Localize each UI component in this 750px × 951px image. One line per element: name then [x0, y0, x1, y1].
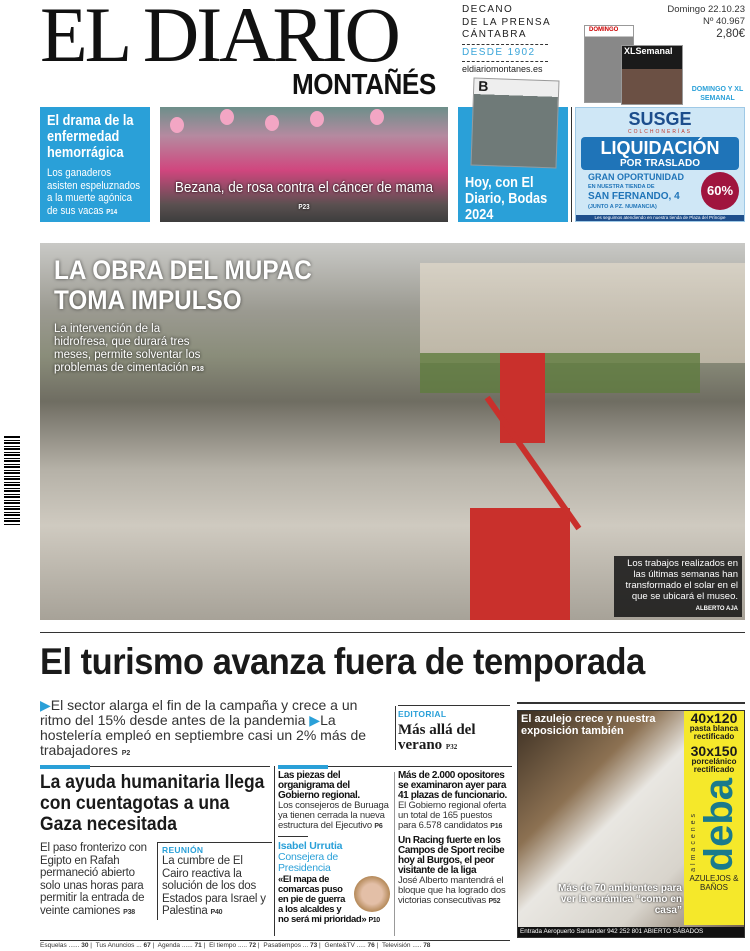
index-item: Gente&TV ..... 76 | [324, 942, 379, 949]
ad-size-desc: pasta blanca rectificado [689, 724, 739, 741]
discount-badge: 60% [701, 172, 739, 210]
editorial[interactable] [398, 705, 510, 755]
index-value: Agenda [157, 942, 181, 949]
tagline [462, 4, 551, 42]
gaza-headline[interactable]: La ayuda humanitaria llega con cuentagotas a una Gaza necesitada [40, 772, 265, 835]
index-item: Televisión ..... 78 [381, 942, 431, 949]
teaser-text: Los ganaderos asisten espeluznados a la muerte agónica de sus vacas [47, 167, 141, 217]
barcode [4, 435, 20, 525]
index-value: 72 [248, 942, 257, 949]
index-value: Televisión [381, 942, 411, 949]
title-line: TOMA IMPULSO [54, 285, 242, 315]
brief-opositores[interactable] [398, 771, 512, 832]
teaser-title: Hoy, con El Diario, Bodas 2024 [465, 175, 548, 223]
avatar [354, 876, 390, 912]
brief-text: José Alberto mantendrá el bloque que ha logrado dos victorias consecutivas [398, 875, 506, 906]
ad-footer: Les seguimos atendiendo en nuestra tienda de Plaza del Príncipe [576, 215, 744, 221]
page-ref: P18 [191, 366, 204, 373]
person-name: Isabel Urrutia [278, 840, 343, 852]
page-ref: P10 [368, 917, 380, 924]
brief-organigrama[interactable] [278, 771, 390, 832]
ad-title: LIQUIDACIÓN [600, 138, 720, 158]
teaser-hemorrhagic[interactable] [40, 107, 150, 222]
website-link[interactable]: eldiariomontanes.es [462, 64, 543, 74]
gaza-text [40, 842, 152, 919]
index-item: Tus Anuncios ... 67 | [95, 942, 155, 949]
cover-label: DOMINGO [589, 27, 619, 33]
ad-footer: Entrada Aeropuerto Santander 942 252 801 ABIERTO SÁBADOS [518, 927, 744, 937]
caption-text: Bezana, de rosa contra el cáncer de mama [174, 179, 434, 196]
page-ref: P6 [374, 823, 383, 830]
gaza-side-story[interactable] [157, 842, 272, 920]
title-line: LA OBRA DEL MUPAC [54, 255, 312, 285]
brief-urrutia[interactable] [278, 841, 390, 926]
index-value: 73 [309, 942, 318, 949]
ad-brand: SUSGE [628, 109, 692, 129]
photo-credit: ALBERTO AJA [695, 606, 738, 612]
masthead-logo: EL DIARIO [40, 0, 398, 78]
main-photo-caption [614, 556, 742, 617]
ad-yellow-panel [684, 711, 744, 925]
side-kicker: REUNIÓN [162, 845, 204, 855]
teaser-pink-march-photo[interactable] [160, 107, 448, 222]
page-ref: P2 [121, 750, 131, 757]
tagline-line: CÁNTABRA [462, 29, 527, 40]
ad-headline: El azulejo crece y nuestra exposición también [521, 713, 656, 737]
subtitle-text: La intervención de la hidrofresa, que durará tres meses, permite solventar los problemas de cimentación [54, 323, 201, 374]
ad-line: EN NUESTRA TIENDA DE [588, 184, 655, 190]
ad-category: AZULEJOS & BAÑOS [689, 874, 739, 893]
ad-size: 30x150 [690, 743, 738, 759]
index-value: El tiempo [209, 942, 237, 949]
ad-susge[interactable] [575, 107, 745, 222]
xlsemanal-cover[interactable] [621, 45, 683, 105]
tagline-line: DE LA PRENSA [462, 16, 552, 28]
photo-caption [174, 179, 433, 216]
caption-text: Los trabajos realizados en las últimas semanas han transformado el solar en el que se ubicará el museo. [625, 558, 738, 602]
since-label: DESDE 1902 [462, 44, 548, 62]
page-ref: P14 [106, 208, 118, 216]
bodas-cover[interactable] [470, 78, 559, 169]
brief-text: El Gobierno regional oferta un total de 165 puestos para 6.578 candidatos [398, 800, 507, 831]
deck-text: El sector alarga el fin de la campaña y crece a un ritmo del 15% desde antes de la pandemia [40, 697, 358, 728]
issue-date: Domingo 22.10.23 [667, 4, 745, 15]
ad-sub: COLCHONERÍAS [627, 129, 692, 135]
page-ref: P52 [488, 898, 501, 905]
editorial-kicker: EDITORIAL [398, 709, 447, 719]
index-value: 67 [143, 942, 151, 949]
issue-number: Nº 40.967 [702, 16, 745, 27]
tagline-line: DECANO [462, 4, 514, 15]
ad-line: GRAN OPORTUNIDAD [588, 172, 684, 182]
ad-deba[interactable] [517, 710, 745, 938]
ad-subtitle: POR TRASLADO [620, 158, 700, 169]
index-value: Pasatiempos [263, 942, 301, 949]
index-value: 71 [194, 942, 202, 949]
index-value: Tus Anuncios [95, 942, 135, 949]
ad-size: 40x120 [690, 710, 738, 726]
ad-line: (JUNTO A PZ. NUMANCIA) [588, 204, 657, 210]
person-role: Consejera de Presidencia [278, 851, 339, 874]
masthead-logo-sub: MONTAÑÉS [292, 69, 436, 101]
brief-title: Un Racing fuerte en los Campos de Sport recibe hoy al Burgos, el peor visitante de la liga [398, 835, 505, 876]
ad-brand-small: almacenes [689, 810, 697, 872]
teaser-kicker: SUPLEMENTO [465, 226, 508, 233]
main-photo-mupac[interactable] [40, 243, 745, 620]
page-ref: P38 [123, 908, 135, 916]
ad-line: SAN FERNANDO, 4 [588, 191, 680, 202]
page-ref: P16 [490, 823, 503, 830]
page-ref: P23 [298, 204, 310, 211]
brief-quote: «El mapa de comarcas puso en pie de guerra a los alcaldes y no será mi prioridad» [278, 874, 367, 925]
editorial-title: Más allá del verano [398, 722, 476, 753]
story-text: El paso fronterizo con Egipto en Rafah permaneció abierto solo unas horas para permitir la entrada de veinte camiones [40, 842, 147, 917]
supplements-label: DOMINGO Y XL SEMANAL [691, 86, 744, 102]
index-value: Esquelas [40, 942, 67, 949]
lead-headline[interactable]: El turismo avanza fuera de temporada [40, 641, 645, 682]
briefs-column-left [278, 771, 390, 926]
page-ref: P32 [445, 743, 458, 751]
index-value: 76 [367, 942, 375, 949]
index-item: Pasatiempos ... 73 | [263, 942, 321, 949]
main-photo-subtitle [54, 323, 204, 376]
index-item: Agenda ...... 71 | [157, 942, 206, 949]
index-value: Gente&TV [324, 942, 355, 949]
cover-label: B [478, 77, 489, 95]
cover-label: XLSemanal [624, 46, 673, 56]
page-index [40, 940, 510, 950]
main-photo-title [54, 255, 312, 315]
ad-brand: deba [696, 778, 741, 872]
teaser-title: El drama de la enfermedad hemorrágica [47, 113, 134, 161]
index-value: 30 [81, 942, 89, 949]
index-item: Esquelas ...... 30 | [40, 942, 92, 949]
issue-info [667, 4, 745, 40]
brief-title: Más de 2.000 opositores se examinaron ayer para 41 plazas de funcionario. [398, 770, 507, 801]
issue-price: 2,80€ [716, 28, 745, 40]
brief-title: Las piezas del organigrama del Gobierno regional. [278, 770, 360, 801]
index-item: El tiempo ..... 72 | [209, 942, 260, 949]
brief-text: Los consejeros de Buruaga ya tienen cerrada la nueva estructura del Ejecutivo [278, 800, 389, 831]
page-ref: P40 [210, 909, 223, 916]
briefs-column-right [398, 771, 512, 907]
deck-text: La hostelería empleó en septiembre casi un 2% más de trabajadores [40, 712, 367, 758]
ad-text: Más de 70 ambientes para ver la cerámica “como en casa” [558, 883, 682, 916]
side-text: La cumbre de El Cairo reactiva la solución de los dos Estados para Israel y Palestina [162, 855, 266, 917]
lead-deck: ▶El sector alarga el fin de la campaña y crece a un ritmo del 15% desde antes de la pandemia ▶La hostelería empleó en septiembre casi un 2% más de trabajadores P2 [40, 697, 367, 758]
index-value: 78 [423, 942, 431, 949]
ad-size-desc: porcelánico rectificado [691, 757, 737, 774]
brief-racing[interactable] [398, 836, 512, 907]
